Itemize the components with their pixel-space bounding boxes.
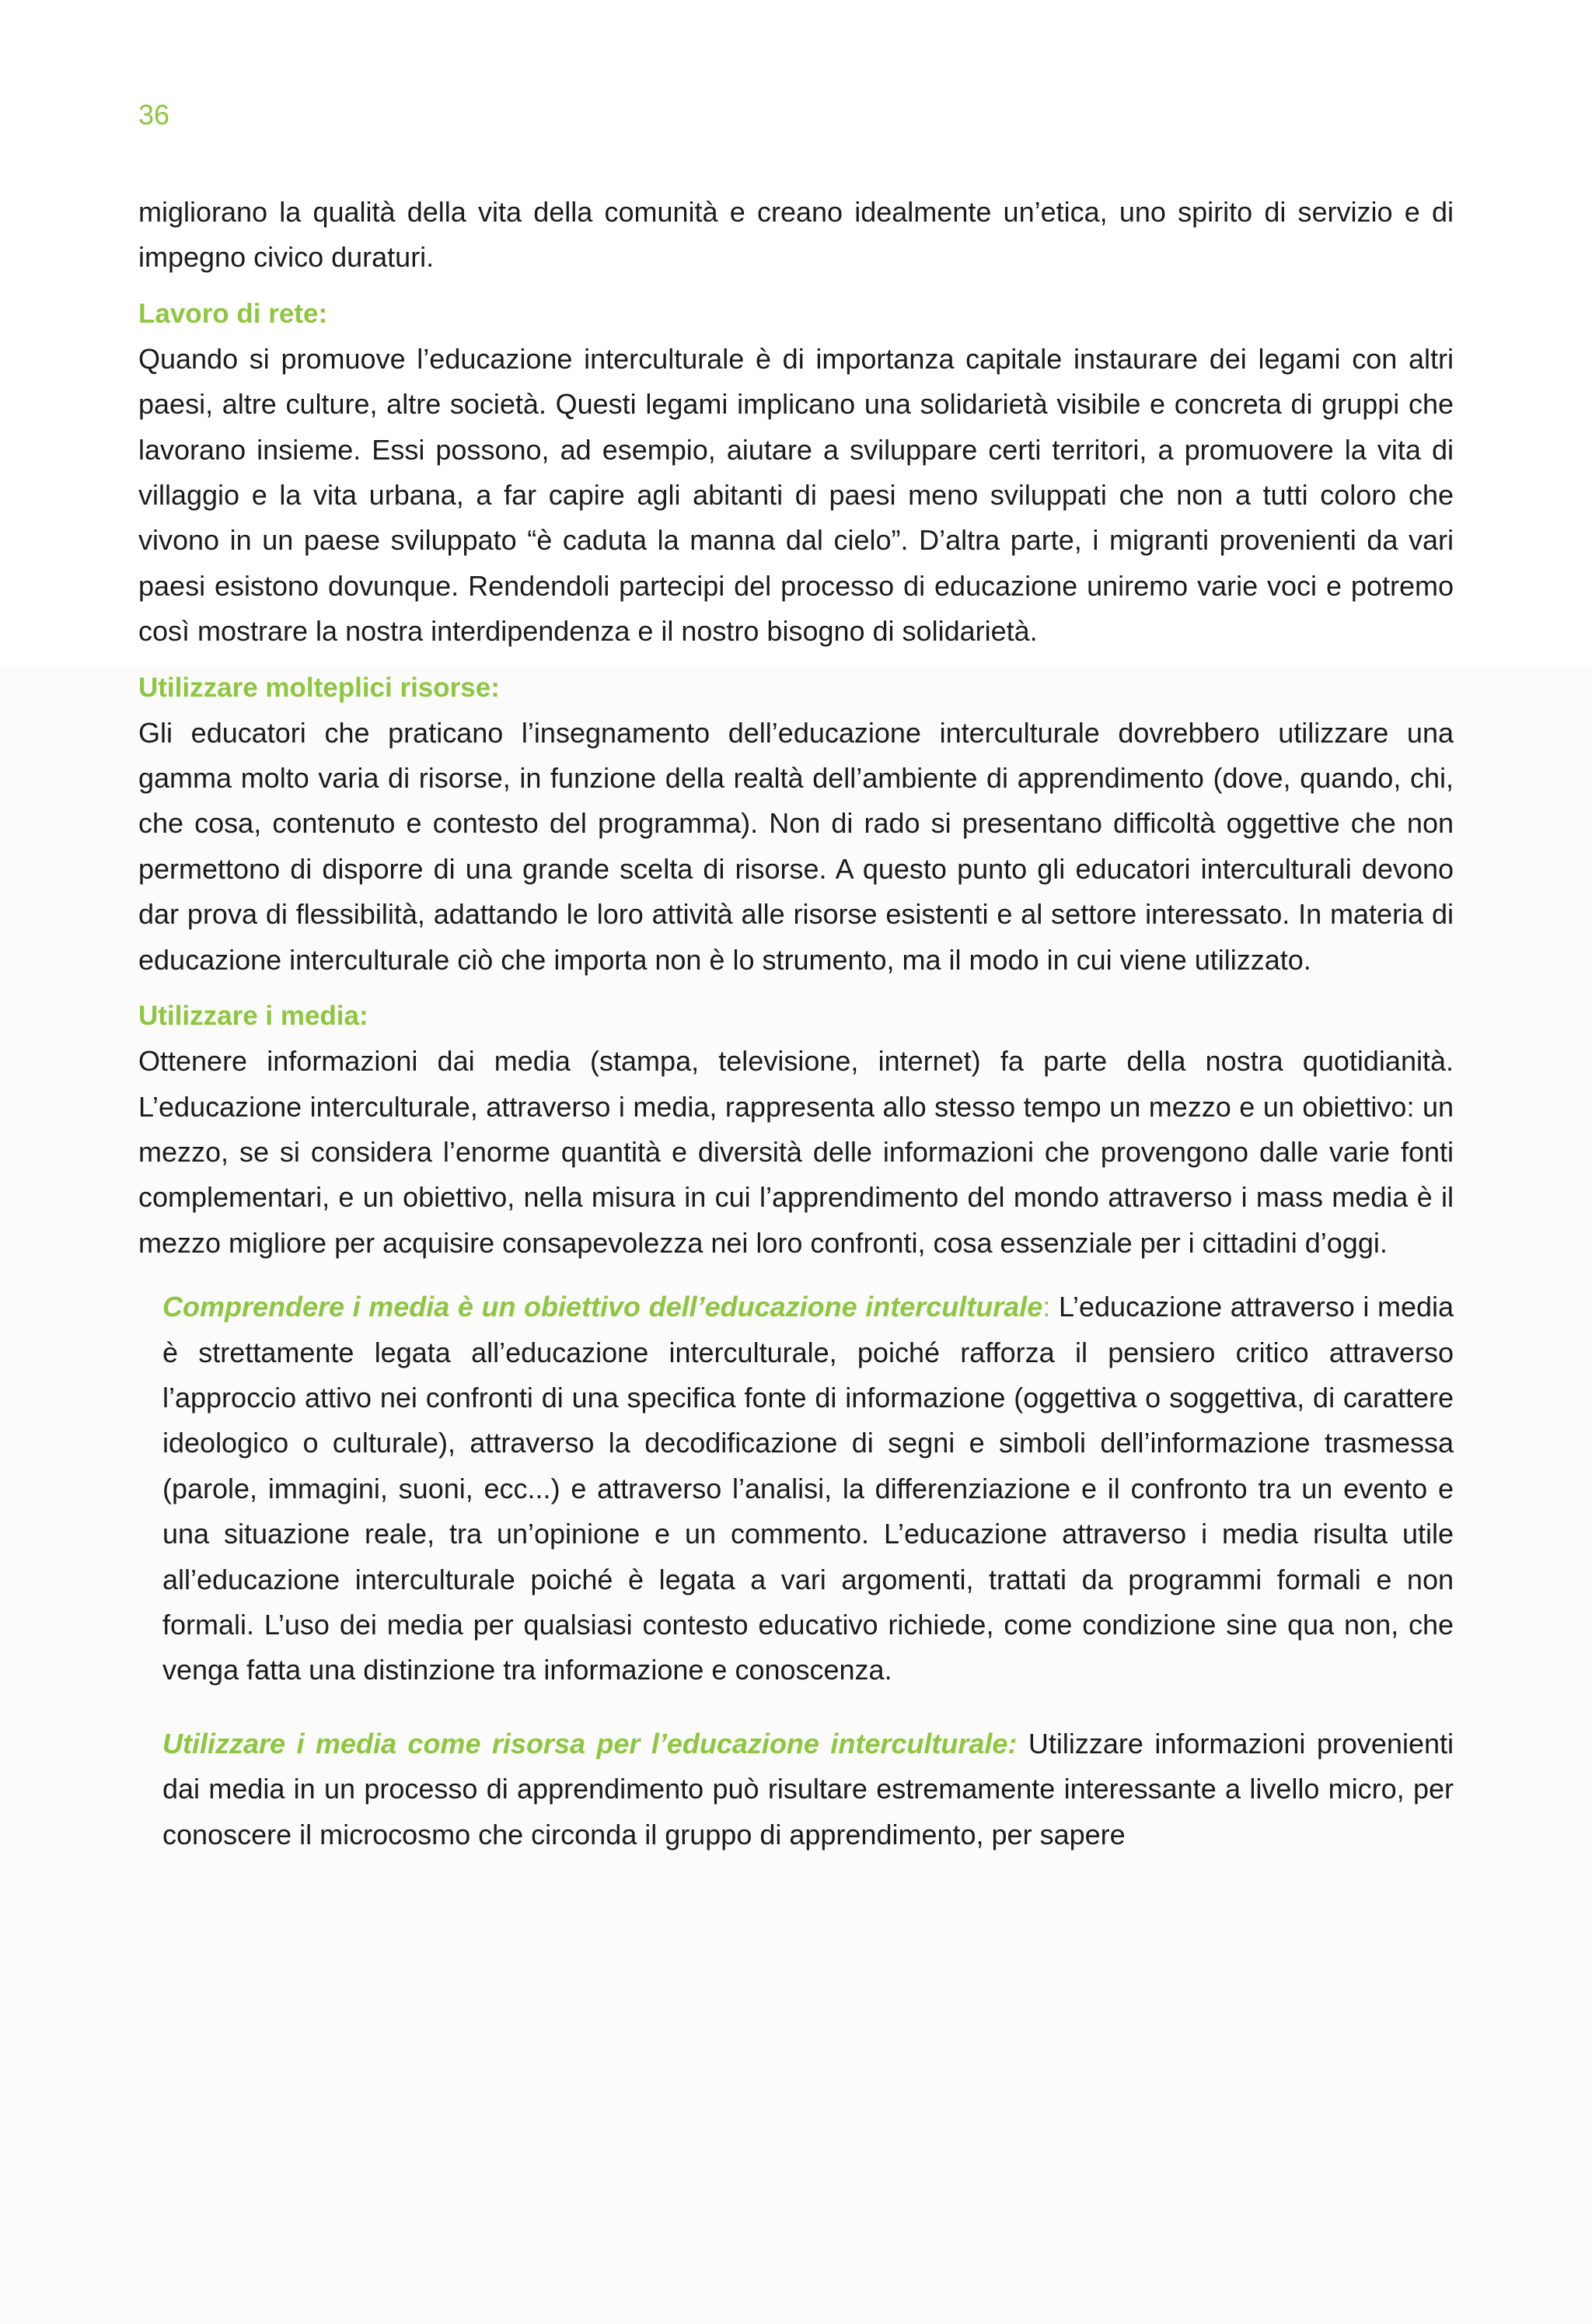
subsection-title-comprendere: Comprendere i media è un obiettivo dell’educazione interculturale [162,1291,1043,1323]
subsection-text-utilizzare: Utilizzare informazioni provenienti dai media in un processo di apprendimento può risultare estremamente interessante a livello micro, per conoscere il microcosmo che circonda il gruppo di apprendimento, per sapere [162,1727,1454,1850]
section-paragraph-media: Ottenere informazioni dai media (stampa, televisione, internet) fa parte della nostra quotidianità. L’educazione interculturale, attraverso i media, rappresenta allo stesso tempo un mezzo e un obiettivo: un mezzo, se si considera l’enorme quantità e diversità delle informazioni che provengono dalle varie fonti complementari, e un obiettivo, nella misura in cui l’apprendimento del mondo attraverso i mass media è il mezzo migliore per acquisire consapevolezza nei loro confronti, cosa essenziale per i cittadini d’oggi. [138,1039,1454,1266]
subsection-text-comprendere: L’educazione attraverso i media è strettamente legata all’educazione interculturale, poiché rafforza il pensiero critico attraverso l’approccio attivo nei confronti di una specifica fonte di informazione (oggettiva o soggettiva, di carattere ideologico o culturale), attraverso la decodificazione di segni e simboli dell’informazione trasmessa (parole, immagini, suoni, ecc...) e attraverso l’analisi, la differenziazione e il confronto tra un evento e una situazione reale, tra un’opinione e un commento. L’educazione attraverso i media risulta utile all’educazione interculturale poiché è legata a vari argomenti, trattati da programmi formali e non formali. L’uso dei media per qualsiasi contesto educativo richiede, come condizione sine qua non, che venga fatta una distinzione tra informazione e conoscenza. [162,1291,1454,1686]
intro-paragraph: migliorano la qualità della vita della comunità e creano idealmente un’etica, uno spirito di servizio e di impegno civico duraturi. [138,190,1454,281]
section-paragraph-lavoro-di-rete: Quando si promuove l’educazione interculturale è di importanza capitale instaurare dei legami con altri paesi, altre culture, altre società. Questi legami implicano una solidarietà visibile e concreta di gruppi che lavorano insieme. Essi possono, ad esempio, aiutare a sviluppare certi territori, a promuovere la vita di villaggio e la vita urbana, a far capire agli abitanti di paesi meno sviluppati che non a tutti coloro che vivono in un paese sviluppato “è caduta la manna dal cielo”. D’altra parte, i migranti provenienti da vari paesi esistono dovunque. Rendendoli partecipi del processo di educazione uniremo varie voci e potremo così mostrare la nostra interdipendenza e il nostro bisogno di solidarietà. [138,337,1454,655]
subsection-comprendere-media [162,1284,1454,1693]
page-bottom-space [138,1857,1454,2324]
subsection-utilizzare-media-risorsa [162,1721,1454,1857]
subsection-title-utilizzare: Utilizzare i media come risorsa per l’educazione interculturale: [162,1727,1018,1760]
section-title-risorse: Utilizzare molteplici risorse: [138,672,500,703]
subsection-separator: : [1042,1291,1051,1323]
shaded-area [0,666,1592,2324]
page-number: 36 [138,99,170,131]
section-title-lavoro-di-rete: Lavoro di rete: [138,298,328,329]
section-title-media: Utilizzare i media: [138,1001,368,1032]
section-paragraph-risorse: Gli educatori che praticano l’insegnamento dell’educazione interculturale dovrebbero utilizzare una gamma molto varia di risorse, in funzione della realtà dell’ambiente di apprendimento (dove, quando, chi, che cosa, contenuto e contesto del programma). Non di rado si presentano difficoltà oggettive che non permettono di disporre di una grande scelta di risorse. A questo punto gli educatori interculturali devono dar prova di flessibilità, adattando le loro attività alle risorse esistenti e al settore interessato. In materia di educazione interculturale ciò che importa non è lo strumento, ma il modo in cui viene utilizzato. [138,711,1454,983]
